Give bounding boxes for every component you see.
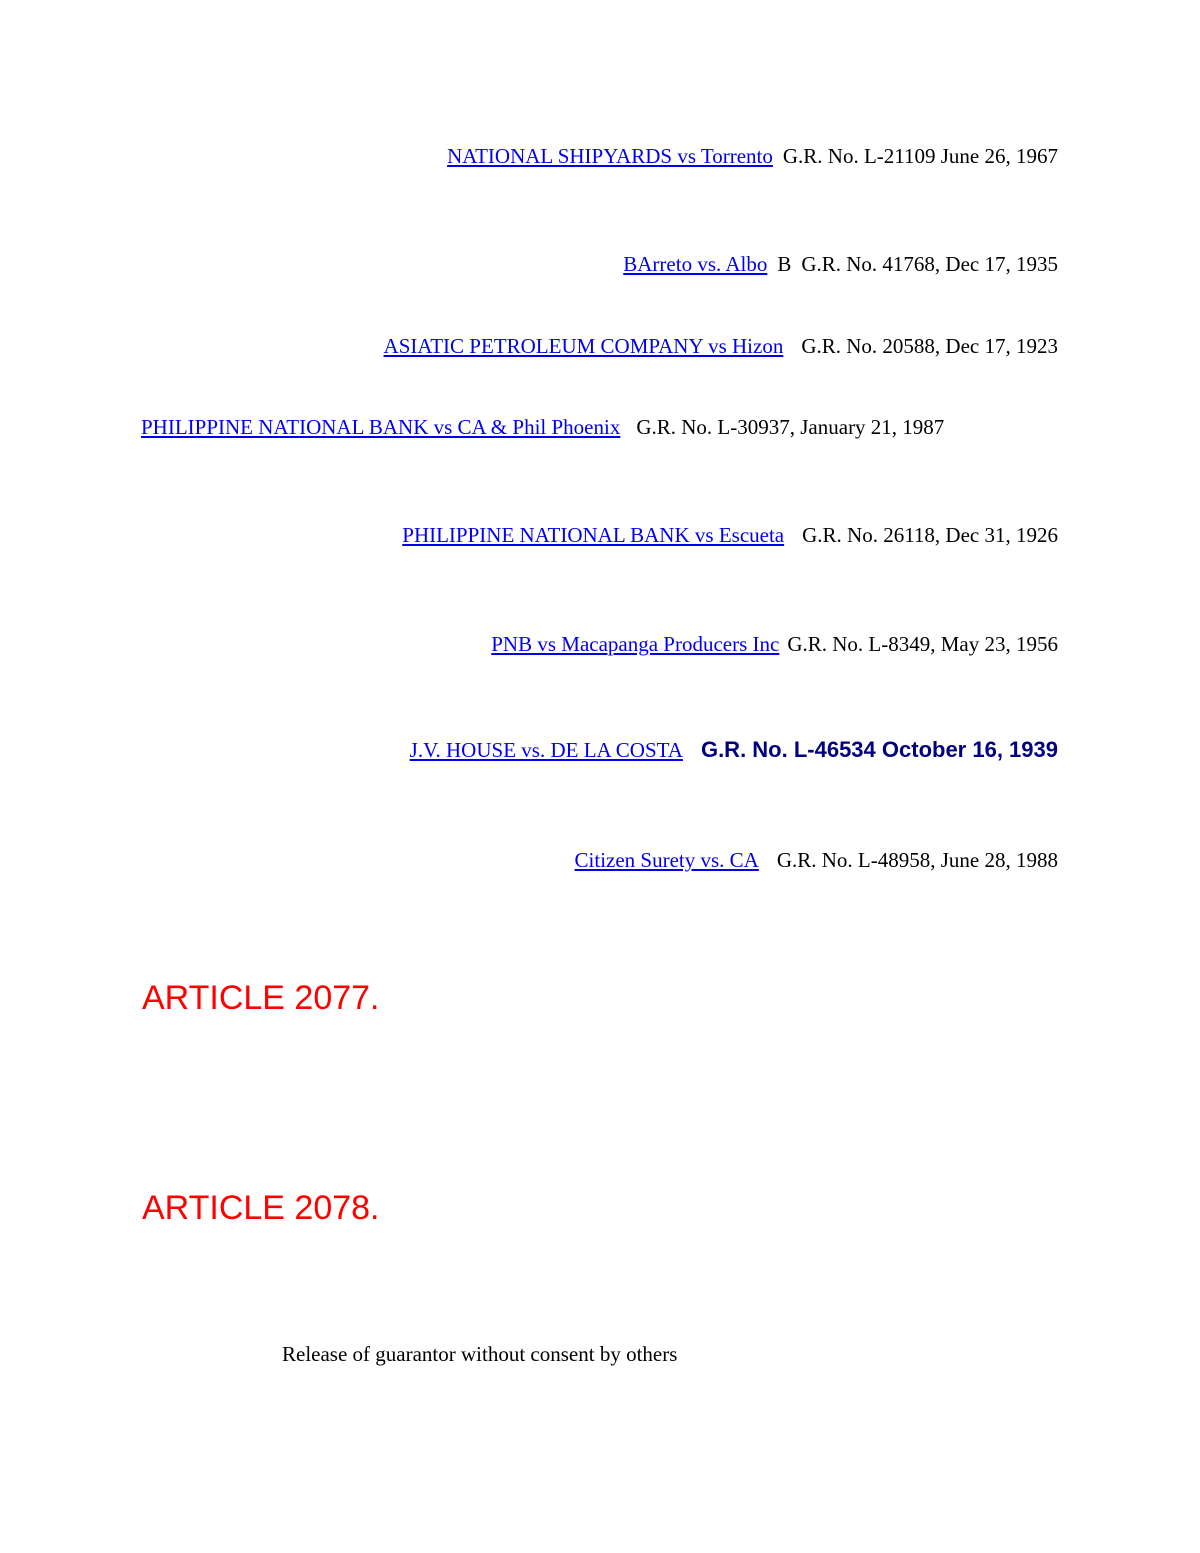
case-citation — [447, 143, 1058, 169]
case-link-pnb-escueta[interactable]: PHILIPPINE NATIONAL BANK vs Escueta — [402, 523, 785, 547]
case-reference: G.R. No. 26118, Dec 31, 1926 — [802, 523, 1058, 547]
case-link-national-shipyards[interactable]: NATIONAL SHIPYARDS vs Torrento — [447, 144, 773, 168]
case-extra-text: B — [777, 252, 792, 276]
case-link-pnb-ca-phil-phoenix[interactable]: PHILIPPINE NATIONAL BANK vs CA & Phil Phoenix — [141, 415, 621, 439]
article-heading-2078: ARTICLE 2078. — [142, 1189, 380, 1227]
case-reference: G.R. No. 20588, Dec 17, 1923 — [801, 334, 1058, 358]
article-body-text: Release of guarantor without consent by others — [282, 1342, 678, 1366]
case-reference: G.R. No. L-21109 June 26, 1967 — [782, 144, 1058, 168]
case-link-jv-house-de-la-costa[interactable]: J.V. HOUSE vs. DE LA COSTA — [409, 738, 683, 762]
case-reference: G.R. No. L-30937, January 21, 1987 — [636, 415, 945, 439]
case-link-barreto-albo[interactable]: BArreto vs. Albo — [623, 252, 768, 276]
case-citation — [575, 847, 1058, 873]
case-reference: G.R. No. L-48958, June 28, 1988 — [776, 848, 1058, 872]
article-heading-2077: ARTICLE 2077. — [142, 979, 380, 1017]
case-citation — [410, 737, 1058, 763]
case-citation — [141, 414, 944, 440]
case-link-pnb-macapanga[interactable]: PNB vs Macapanga Producers Inc — [491, 632, 780, 656]
case-citation — [623, 251, 1058, 277]
case-citation — [491, 631, 1058, 657]
case-reference: G.R. No. L-8349, May 23, 1956 — [787, 632, 1058, 656]
case-reference-bold: G.R. No. L-46534 October 16, 1939 — [700, 737, 1058, 762]
case-citation — [402, 522, 1058, 548]
case-link-citizen-surety-ca[interactable]: Citizen Surety vs. CA — [574, 848, 759, 872]
case-reference: G.R. No. 41768, Dec 17, 1935 — [801, 252, 1058, 276]
case-citation — [384, 333, 1058, 359]
case-link-asiatic-petroleum[interactable]: ASIATIC PETROLEUM COMPANY vs Hizon — [383, 334, 784, 358]
